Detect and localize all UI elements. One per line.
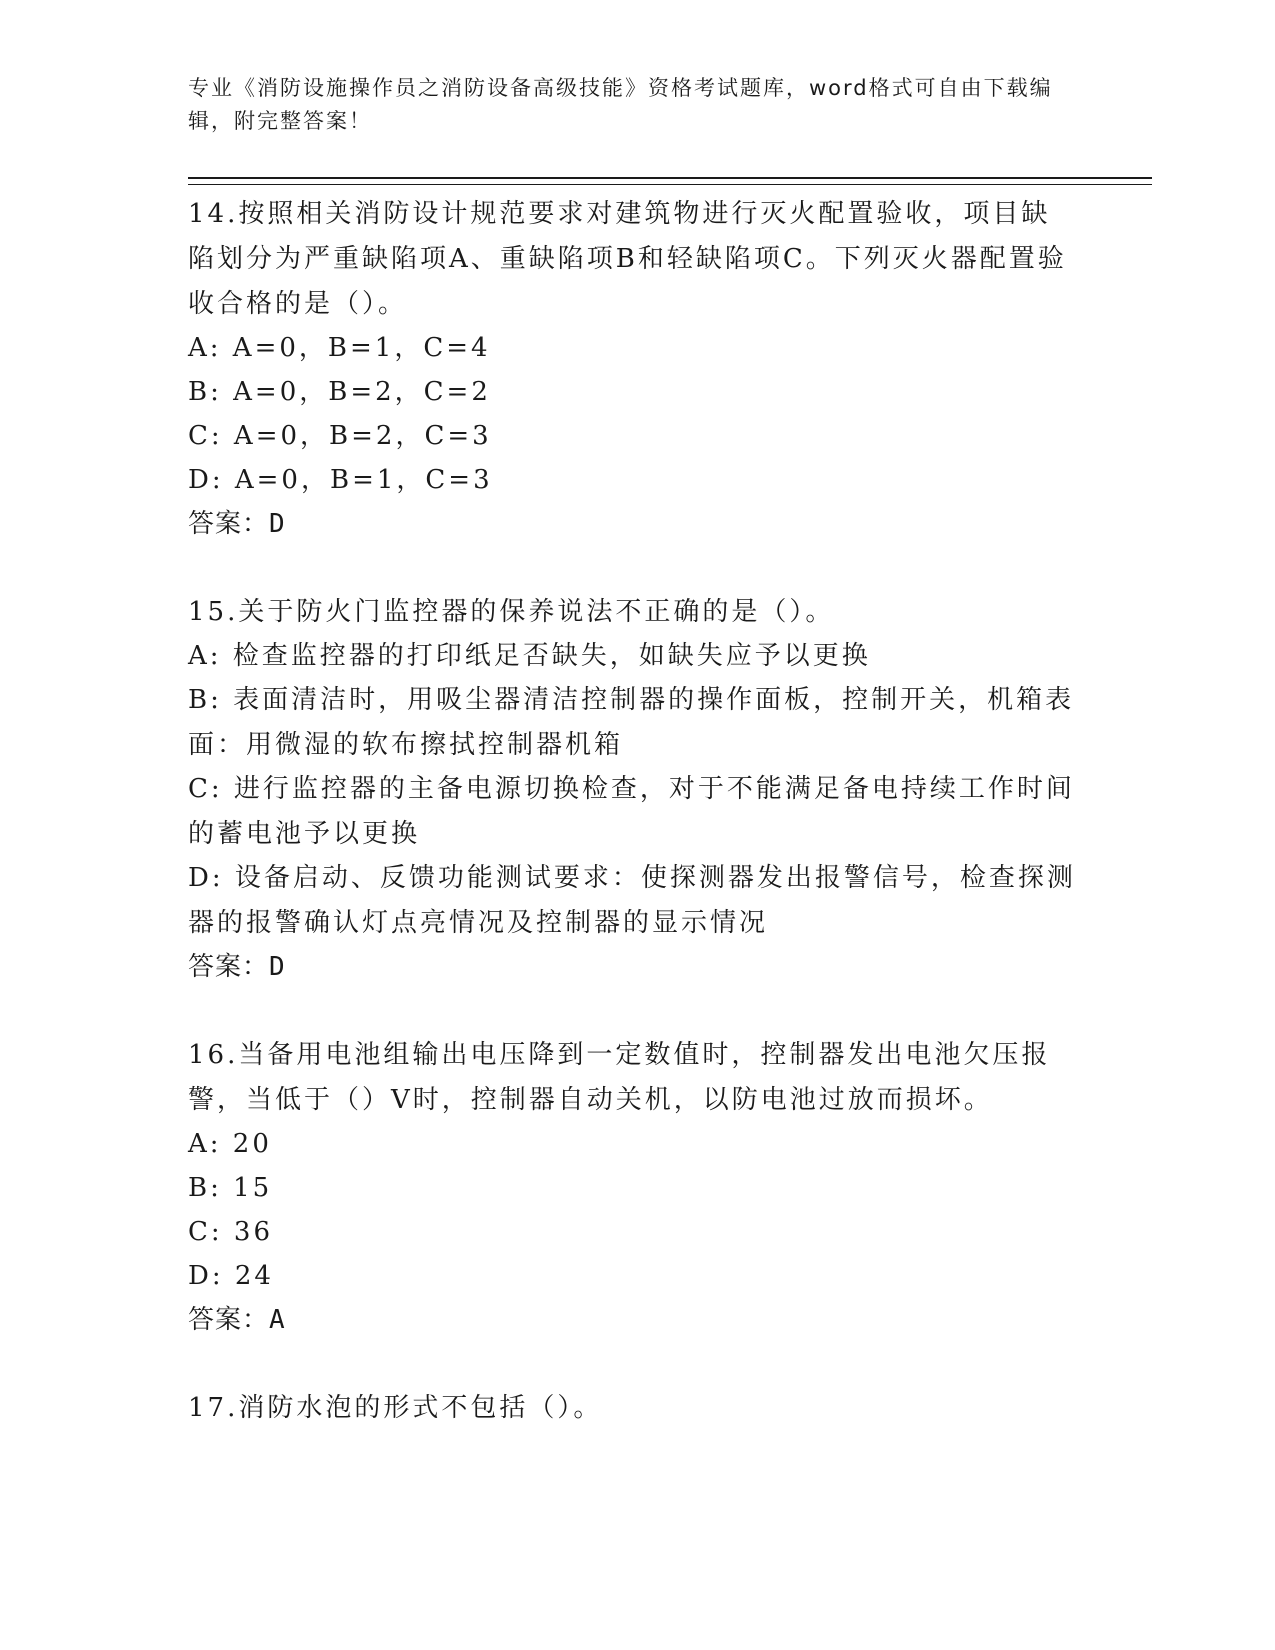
question-16-option-c: C: 36	[188, 1217, 274, 1247]
question-15-option-a: A: 检查监控器的打印纸足否缺失，如缺失应予以更换	[188, 641, 871, 671]
question-14-option-c: C: A=0，B=2，C=3	[188, 421, 492, 451]
question-16-option-a: A: 20	[188, 1129, 272, 1159]
answer-label: 答案：	[188, 952, 270, 982]
question-14-option-b: B: A=0，B=2，C=2	[188, 377, 491, 407]
question-16-stem: 16.当备用电池组输出电压降到一定数值时，控制器发出电池欠压报警，当低于（）V时，控制器自动关机，以防电池过放而损坏。	[188, 1040, 1051, 1115]
answer-label: 答案：	[188, 1305, 270, 1335]
question-15-stem: 15.关于防火门监控器的保养说法不正确的是（）。	[188, 597, 835, 627]
answer-value: D	[269, 952, 286, 982]
header-rule-thin	[188, 184, 1152, 185]
question-14-option-a: A: A=0，B=1，C=4	[188, 333, 491, 363]
question-15-option-b: B: 表面清洁时，用吸尘器清洁控制器的操作面板，控制开关，机箱表面：用微湿的软布擦拭控制器机箱	[188, 685, 1075, 760]
answer-value: A	[269, 1305, 286, 1335]
answer-value: D	[269, 509, 286, 539]
question-14-option-d: D: A=0，B=1，C=3	[188, 465, 493, 495]
question-16-option-b: B: 15	[188, 1173, 273, 1203]
question-15-option-d: D: 设备启动、反馈功能测试要求：使探测器发出报警信号，检查探测器的报警确认灯点亮情况及控制器的显示情况	[188, 863, 1076, 938]
question-14-stem: 14.按照相关消防设计规范要求对建筑物进行灭火配置验收，项目缺陷划分为严重缺陷项A、重缺陷项B和轻缺陷项C。下列灭火器配置验收合格的是（）。	[188, 199, 1067, 319]
question-15-answer	[188, 945, 286, 990]
header-rule-thick	[188, 177, 1152, 179]
answer-label: 答案：	[188, 509, 270, 539]
question-15-option-c: C: 进行监控器的主备电源切换检查，对于不能满足备电持续工作时间的蓄电池予以更换	[188, 774, 1075, 849]
question-16-answer	[188, 1298, 286, 1343]
question-16-option-d: D: 24	[188, 1261, 274, 1291]
document-header: 专业《消防设施操作员之消防设备高级技能》资格考试题库，word格式可自由下载编辑，附完整答案！	[188, 76, 1053, 133]
question-17-stem: 17.消防水泡的形式不包括（）。	[188, 1393, 603, 1423]
question-14-answer	[188, 502, 286, 547]
